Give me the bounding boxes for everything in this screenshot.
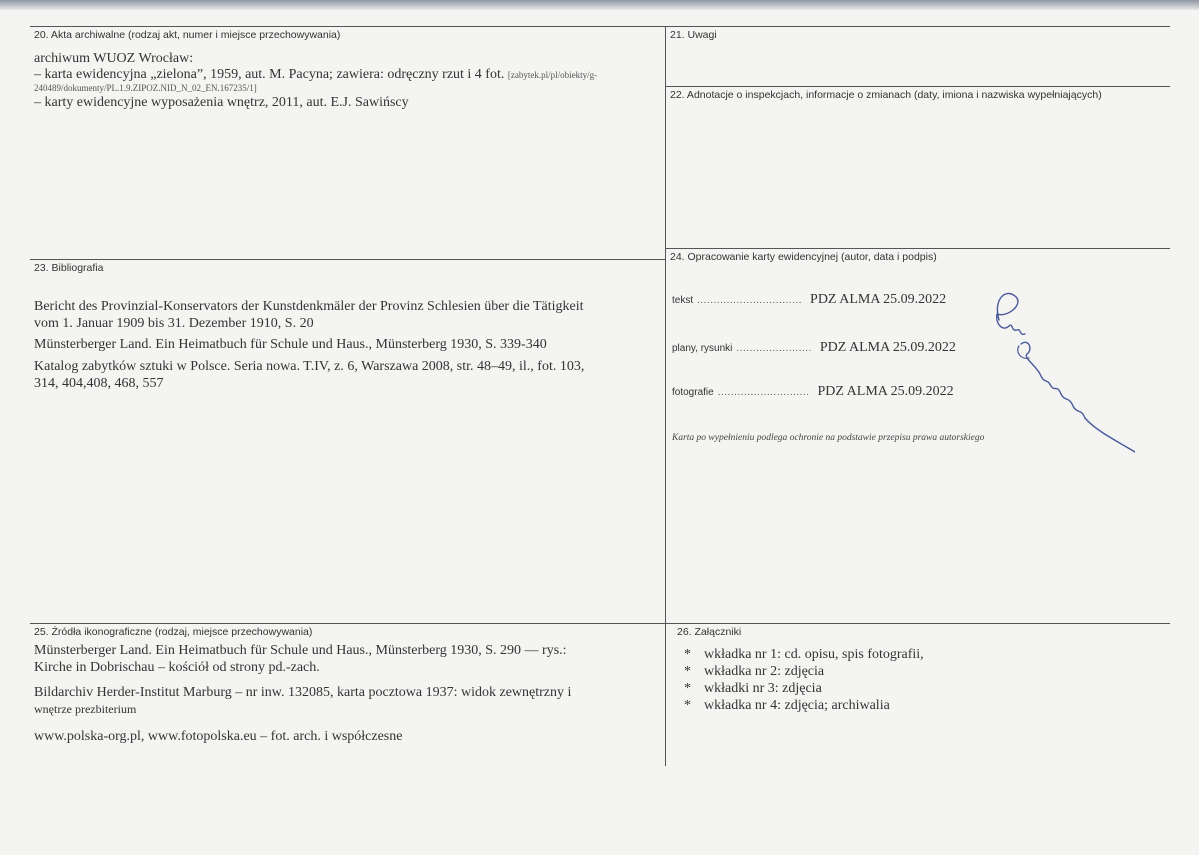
column-divider — [665, 26, 666, 766]
photos-author-value: PDZ ALMA 25.09.2022 — [817, 384, 954, 399]
attachment-text: wkładka nr 2: zdjęcia — [704, 664, 825, 679]
bibliography-entry-3a: Katalog zabytków sztuki w Polsce. Seria nowa. T.IV, z. 6, Warszawa 2008, str. 48–49, il., fot. 103, — [34, 359, 585, 374]
divider-22-24 — [666, 248, 1170, 249]
section-21-label: 21. Uwagi — [670, 29, 717, 41]
section-20-line3: 240489/dokumenty/PL.1.9.ZIPOZ.NID_N_02_EN.167235/1] — [34, 83, 257, 93]
section-20-line4: – karty ewidencyjne wyposażenia wnętrz, 2011, aut. E.J. Sawińscy — [34, 95, 409, 110]
section-24-label: 24. Opracowanie karty ewidencyjnej (autor, data i podpis) — [670, 251, 937, 263]
section-20-line2-link: [zabytek.pl/pl/obiekty/g- — [507, 70, 598, 80]
text-author-value: PDZ ALMA 25.09.2022 — [810, 292, 947, 307]
section-20-line1: archiwum WUOZ Wrocław: — [34, 51, 194, 66]
section-20-line2 — [34, 66, 597, 84]
section-22-label: 22. Adnotacje o inspekcjach, informacje o zmianach (daty, imiona i nazwiska wypełniających) — [670, 89, 1102, 101]
section-25-label: 25. Źródła ikonograficzne (rodzaj, miejsce przechowywania) — [34, 626, 313, 638]
photos-author-row — [672, 382, 954, 400]
top-border — [30, 26, 1170, 27]
record-card-sheet — [0, 10, 1199, 855]
bibliography-entry-2: Münsterberger Land. Ein Heimatbuch für Schule und Haus., Münsterberg 1930, S. 339-340 — [34, 337, 547, 352]
iconography-line4: wnętrze prezbiterium — [34, 702, 137, 716]
attachment-item — [684, 646, 924, 663]
iconography-line5: www.polska-org.pl, www.fotopolska.eu – fot. arch. i współczesne — [34, 729, 403, 744]
bullet-icon: * — [684, 664, 691, 679]
divider-21-22 — [666, 86, 1170, 87]
attachment-text: wkładka nr 1: cd. opisu, spis fotografii, — [704, 647, 924, 662]
scan-top-edge — [0, 0, 1199, 10]
iconography-line2: Kirche in Dobrischau – kościół od strony pd.-zach. — [34, 660, 320, 675]
divider-20-23 — [30, 259, 665, 260]
drawings-author-value: PDZ ALMA 25.09.2022 — [819, 340, 956, 355]
bibliography-entry-1a: Bericht des Provinzial-Konservators der Kunstdenkmäler der Provinz Schlesien über die Tätigkeit — [34, 299, 584, 314]
photos-author-dots: ............................ — [717, 387, 810, 398]
section-26-label: 26. Załączniki — [677, 626, 742, 638]
text-author-label: tekst — [672, 295, 694, 306]
attachment-item — [684, 663, 924, 680]
attachment-text: wkładka nr 4: zdjęcia; archiwalia — [704, 698, 890, 713]
iconography-line3: Bildarchiv Herder-Institut Marburg – nr inw. 132085, karta pocztowa 1937: widok zewnętrzny i — [34, 685, 572, 700]
attachments-list — [684, 646, 924, 714]
section-23-label: 23. Bibliografia — [34, 262, 104, 274]
bullet-icon: * — [684, 681, 691, 696]
attachment-text: wkładki nr 3: zdjęcia — [704, 681, 822, 696]
bibliography-entry-3b: 314, 404,408, 468, 557 — [34, 376, 164, 391]
text-author-dots: ................................ — [697, 295, 803, 306]
copyright-note: Karta po wypełnieniu podlega ochronie na podstawie przepisu prawa autorskiego — [672, 433, 985, 443]
drawings-author-label: plany, rysunki — [672, 343, 733, 354]
bullet-icon: * — [684, 647, 691, 662]
attachment-item — [684, 697, 924, 714]
photos-author-label: fotografie — [672, 387, 714, 398]
attachment-item — [684, 680, 924, 697]
drawings-author-row — [672, 338, 956, 356]
text-author-row — [672, 290, 946, 308]
handwritten-signature — [985, 280, 1135, 460]
drawings-author-dots: ....................... — [736, 343, 812, 354]
bibliography-entry-1b: vom 1. Januar 1909 bis 31. Dezember 1910, S. 20 — [34, 316, 314, 331]
bullet-icon: * — [684, 698, 691, 713]
section-20-line2-text: – karta ewidencyjna „zielona”, 1959, aut. M. Pacyna; zawiera: odręczny rzut i 4 fot. — [34, 67, 505, 82]
iconography-line1: Münsterberger Land. Ein Heimatbuch für Schule und Haus., Münsterberg 1930, S. 290 — rys.: — [34, 643, 567, 658]
divider-23-25 — [30, 623, 1170, 624]
section-20-label: 20. Akta archiwalne (rodzaj akt, numer i miejsce przechowywania) — [34, 29, 341, 41]
